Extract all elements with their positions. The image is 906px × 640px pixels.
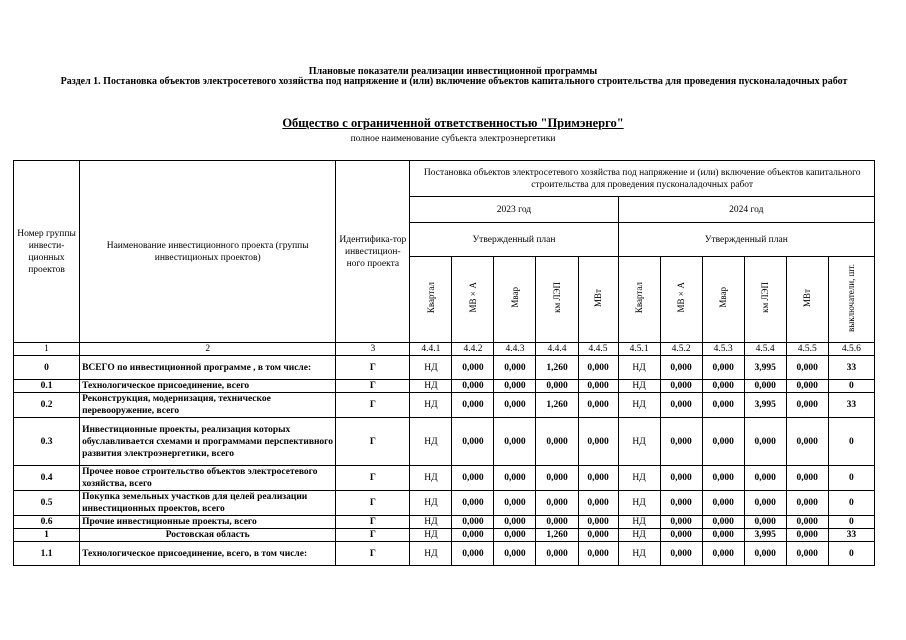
row-identifier: Г (336, 516, 410, 529)
subheader-km-2023: км ЛЭП (536, 257, 578, 343)
row-value: 3,995 (744, 393, 786, 418)
header-group-number: Номер группы инвести-ционных проектов (14, 161, 80, 343)
column-number: 4.5.4 (744, 343, 786, 356)
row-value: 0,000 (494, 542, 536, 566)
header-year-2024: 2024 год (618, 197, 874, 223)
table-row (14, 380, 875, 393)
row-identifier: Г (336, 466, 410, 491)
header-identifier: Идентифика-тор инвестицион-ного проекта (336, 161, 410, 343)
row-value: 0,000 (452, 542, 494, 566)
row-value: 0 (828, 380, 874, 393)
row-value: 0,000 (702, 491, 744, 516)
row-value: 0 (828, 542, 874, 566)
row-value: 0,000 (744, 542, 786, 566)
row-value: 0,000 (744, 380, 786, 393)
row-value: 0,000 (578, 393, 618, 418)
row-value: 0,000 (660, 466, 702, 491)
table-row (14, 466, 875, 491)
row-project-name: Технологическое присоединение, всего (80, 380, 336, 393)
row-value: 0,000 (452, 491, 494, 516)
row-value: 0,000 (452, 418, 494, 466)
row-value: 1,260 (536, 393, 578, 418)
row-value: 33 (828, 393, 874, 418)
row-identifier: Г (336, 418, 410, 466)
row-value: 0,000 (452, 529, 494, 542)
table-row (14, 393, 875, 418)
row-value: НД (410, 356, 452, 380)
row-value: НД (618, 542, 660, 566)
row-value: 0,000 (494, 516, 536, 529)
row-number: 0.3 (14, 418, 80, 466)
column-number: 3 (336, 343, 410, 356)
row-project-name: Инвестиционные проекты, реализация которых обуславливается схемами и программами перспективного развития электроэнергетики, всего (80, 418, 336, 466)
row-value: 0,000 (786, 356, 828, 380)
row-value: 0 (828, 418, 874, 466)
row-value: 0,000 (578, 380, 618, 393)
row-project-name: Технологическое присоединение, всего, в том числе: (80, 542, 336, 566)
header-plan-2024: Утвержденный план (618, 223, 874, 257)
row-value: НД (410, 418, 452, 466)
row-value: 1,260 (536, 356, 578, 380)
row-value: 0,000 (786, 516, 828, 529)
row-project-name: Ростовская область (80, 529, 336, 542)
column-number: 4.5.6 (828, 343, 874, 356)
row-project-name: Прочие инвестиционные проекты, всего (80, 516, 336, 529)
row-value: 0,000 (494, 418, 536, 466)
row-value: 0,000 (536, 380, 578, 393)
row-value: НД (410, 466, 452, 491)
header-plan-2023: Утвержденный план (410, 223, 618, 257)
row-value: 0,000 (702, 516, 744, 529)
row-value: НД (410, 542, 452, 566)
row-number: 0.4 (14, 466, 80, 491)
table-row (14, 491, 875, 516)
row-identifier: Г (336, 380, 410, 393)
row-value: 1,260 (536, 529, 578, 542)
row-value: 0,000 (786, 393, 828, 418)
subheader-switches-2024: выключатели, шт. (828, 257, 874, 343)
row-value: НД (618, 516, 660, 529)
row-value: НД (618, 529, 660, 542)
row-number: 0.1 (14, 380, 80, 393)
column-number: 4.5.2 (660, 343, 702, 356)
row-value: НД (618, 418, 660, 466)
row-value: 0,000 (452, 466, 494, 491)
row-identifier: Г (336, 393, 410, 418)
row-value: 0,000 (578, 466, 618, 491)
row-value: 0,000 (494, 393, 536, 418)
table-row (14, 516, 875, 529)
row-value: НД (410, 529, 452, 542)
column-number: 1 (14, 343, 80, 356)
row-value: 0,000 (660, 516, 702, 529)
row-value: 0,000 (578, 529, 618, 542)
row-value: 0,000 (702, 380, 744, 393)
column-number: 4.4.1 (410, 343, 452, 356)
row-value: НД (410, 380, 452, 393)
row-number: 0.5 (14, 491, 80, 516)
row-value: НД (618, 380, 660, 393)
row-value: 0,000 (744, 516, 786, 529)
row-value: 0,000 (660, 380, 702, 393)
subheader-mvar-2023: Мвар (494, 257, 536, 343)
row-value: 0,000 (702, 529, 744, 542)
row-value: 0,000 (536, 542, 578, 566)
row-value: НД (410, 491, 452, 516)
row-value: 3,995 (744, 529, 786, 542)
row-value: 0,000 (536, 466, 578, 491)
section-title: Раздел 1. Постановка объектов электросетевого хозяйства под напряжение и (или) включение объектов капитального строительства для проведения пусконаладочных работ (60, 76, 848, 87)
row-value: 3,995 (744, 356, 786, 380)
row-value: 0,000 (452, 356, 494, 380)
table-row (14, 356, 875, 380)
row-value: 0,000 (660, 529, 702, 542)
row-value: 0,000 (578, 418, 618, 466)
row-number: 1.1 (14, 542, 80, 566)
row-value: 0,000 (744, 466, 786, 491)
row-value: 33 (828, 356, 874, 380)
subheader-quarter-2024: Квартал (618, 257, 660, 343)
column-number: 4.5.1 (618, 343, 660, 356)
column-number: 4.4.2 (452, 343, 494, 356)
row-value: 0,000 (702, 356, 744, 380)
row-value: 0,000 (786, 491, 828, 516)
column-number: 4.5.3 (702, 343, 744, 356)
row-value: 0,000 (494, 466, 536, 491)
row-value: НД (410, 516, 452, 529)
row-value: 0,000 (786, 466, 828, 491)
row-value: НД (618, 393, 660, 418)
subheader-mw-2023: МВт (578, 257, 618, 343)
row-value: НД (410, 393, 452, 418)
row-value: 0,000 (786, 529, 828, 542)
row-value: 0,000 (578, 516, 618, 529)
row-identifier: Г (336, 542, 410, 566)
column-number: 2 (80, 343, 336, 356)
row-identifier: Г (336, 491, 410, 516)
investment-indicators-table (13, 160, 875, 566)
row-value: 0,000 (702, 393, 744, 418)
table-row (14, 542, 875, 566)
row-value: 0,000 (702, 542, 744, 566)
row-value: 0,000 (452, 516, 494, 529)
row-identifier: Г (336, 529, 410, 542)
organization-caption: полное наименование субъекта электроэнергетики (350, 134, 556, 144)
row-number: 0 (14, 356, 80, 380)
row-value: НД (618, 356, 660, 380)
table-row (14, 418, 875, 466)
row-value: 0,000 (660, 418, 702, 466)
row-value: 0 (828, 491, 874, 516)
row-value: 0,000 (702, 418, 744, 466)
row-value: 0,000 (494, 380, 536, 393)
column-number: 4.4.4 (536, 343, 578, 356)
row-value: 0,000 (494, 491, 536, 516)
row-value: НД (618, 466, 660, 491)
row-value: 0,000 (452, 393, 494, 418)
column-number: 4.5.5 (786, 343, 828, 356)
row-project-name: Прочее новое строительство объектов электросетевого хозяйства, всего (80, 466, 336, 491)
row-value: 0,000 (660, 542, 702, 566)
row-value: 0,000 (536, 491, 578, 516)
subheader-km-2024: км ЛЭП (744, 257, 786, 343)
document-title: Плановые показатели реализации инвестиционной программы (308, 66, 598, 77)
row-number: 1 (14, 529, 80, 542)
row-value: 0,000 (786, 542, 828, 566)
table-row (14, 529, 875, 542)
subheader-mva-2024: МВ×А (660, 257, 702, 343)
subheader-mw-2024: МВт (786, 257, 828, 343)
row-value: 0,000 (786, 380, 828, 393)
row-identifier: Г (336, 356, 410, 380)
row-value: 0 (828, 516, 874, 529)
header-project-name: Наименование инвестиционного проекта (группы инвестиционых проектов) (80, 161, 336, 343)
row-value: 0,000 (578, 356, 618, 380)
row-value: 0,000 (536, 516, 578, 529)
organization-name: Общество с ограниченной ответственностью "Примэнерго" (282, 116, 624, 130)
row-value: 0,000 (536, 418, 578, 466)
subheader-mvar-2024: Мвар (702, 257, 744, 343)
row-project-name: Реконструкция, модернизация, техническое перевооружение, всего (80, 393, 336, 418)
row-value: 0,000 (660, 356, 702, 380)
row-value: 0,000 (786, 418, 828, 466)
row-value: 0,000 (578, 491, 618, 516)
row-value: 0,000 (494, 529, 536, 542)
row-value: 0,000 (660, 491, 702, 516)
column-number: 4.4.5 (578, 343, 618, 356)
row-project-name: ВСЕГО по инвестиционной программе , в том числе: (80, 356, 336, 380)
header-commissioning: Постановка объектов электросетевого хозяйства под напряжение и (или) включение объектов капитального строительства для проведения пусконаладочных работ (410, 161, 875, 197)
row-value: 0,000 (744, 491, 786, 516)
row-value: 0,000 (744, 418, 786, 466)
row-value: НД (618, 491, 660, 516)
subheader-mva-2023: МВ×А (452, 257, 494, 343)
row-value: 0,000 (578, 542, 618, 566)
row-value: 0 (828, 466, 874, 491)
row-project-name: Покупка земельных участков для целей реализации инвестиционных проектов, всего (80, 491, 336, 516)
row-value: 0,000 (702, 466, 744, 491)
row-number: 0.2 (14, 393, 80, 418)
column-number: 4.4.3 (494, 343, 536, 356)
row-value: 0,000 (660, 393, 702, 418)
subheader-quarter-2023: Квартал (410, 257, 452, 343)
row-number: 0.6 (14, 516, 80, 529)
header-year-2023: 2023 год (410, 197, 618, 223)
row-value: 0,000 (494, 356, 536, 380)
row-value: 0,000 (452, 380, 494, 393)
row-value: 33 (828, 529, 874, 542)
